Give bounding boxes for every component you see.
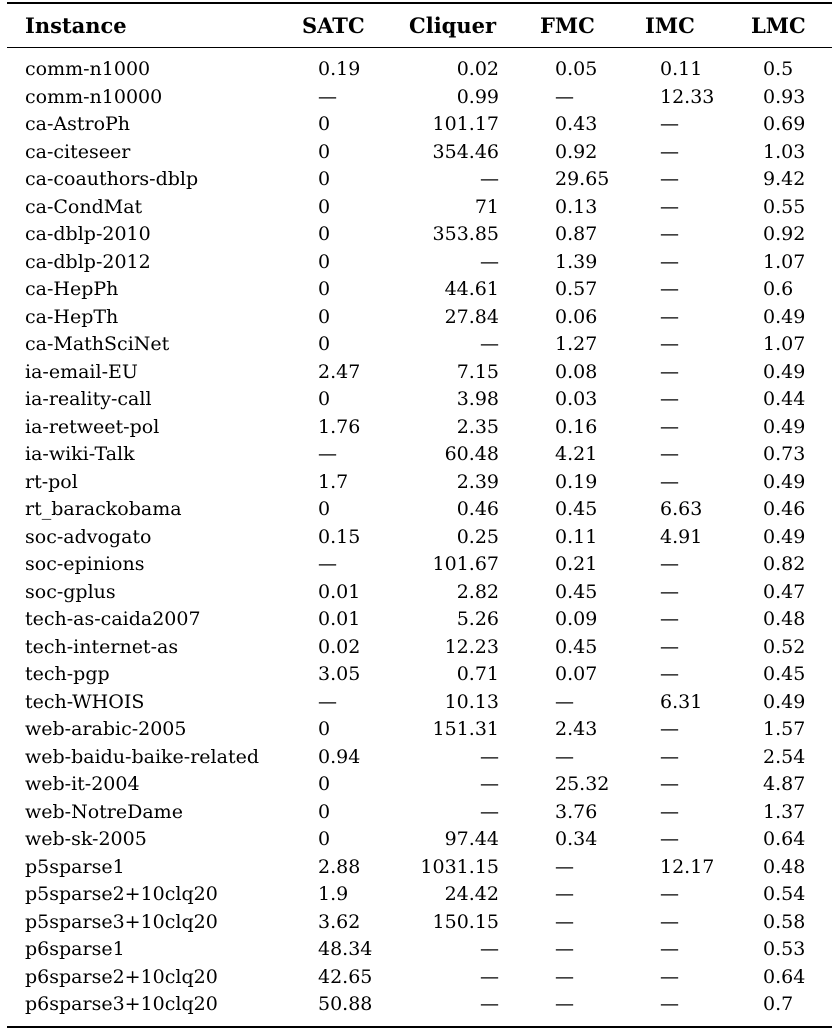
- instance-cell: comm-n10000: [25, 85, 163, 108]
- table-row: [0, 441, 839, 469]
- lmc-cell: 0.53: [763, 938, 806, 960]
- instance-cell: comm-n1000: [25, 58, 151, 80]
- table-row: [0, 304, 839, 332]
- cliquer-cell: 0.71: [456, 663, 499, 685]
- satc-cell: —: [318, 553, 337, 575]
- fmc-cell: 0.11: [555, 525, 598, 548]
- lmc-cell: 0.93: [763, 85, 806, 108]
- lmc-cell: 0.6: [763, 278, 794, 300]
- lmc-cell: 9.42: [763, 168, 806, 190]
- fmc-cell: 0.19: [555, 470, 598, 493]
- table-row: [0, 936, 839, 964]
- satc-cell: 0: [318, 223, 331, 245]
- lmc-cell: 0.49: [763, 360, 806, 383]
- instance-cell: p6sparse2+10clq20: [25, 965, 218, 988]
- instance-cell: ca-coauthors-dblp: [25, 168, 199, 190]
- imc-cell: —: [660, 113, 679, 135]
- cliquer-cell: 1031.15: [420, 855, 499, 878]
- fmc-cell: 0.45: [555, 498, 598, 520]
- instance-cell: ia-wiki-Talk: [25, 443, 135, 465]
- satc-cell: 50.88: [318, 993, 373, 1015]
- imc-cell: —: [660, 305, 679, 328]
- cliquer-cell: 354.46: [432, 140, 499, 163]
- table-row: [0, 276, 839, 304]
- table-row: [0, 84, 839, 112]
- instance-cell: p6sparse3+10clq20: [25, 993, 218, 1015]
- table-row: [0, 359, 839, 387]
- lmc-cell: 2.54: [763, 745, 806, 768]
- table-row: [0, 194, 839, 222]
- cliquer-cell: 71: [474, 195, 499, 218]
- satc-cell: 0: [318, 828, 331, 850]
- table-row: [0, 331, 839, 359]
- cliquer-cell: —: [480, 965, 499, 988]
- satc-cell: 0.01: [318, 608, 361, 630]
- instance-cell: tech-WHOIS: [25, 690, 145, 713]
- fmc-cell: 0.92: [555, 140, 598, 163]
- cliquer-cell: 150.15: [432, 910, 499, 933]
- table-row: [0, 799, 839, 827]
- satc-cell: 0: [318, 195, 331, 218]
- cliquer-cell: 60.48: [444, 443, 499, 465]
- imc-cell: —: [660, 938, 679, 960]
- lmc-cell: 0.69: [763, 113, 806, 135]
- imc-cell: —: [660, 278, 679, 300]
- fmc-cell: 0.08: [555, 360, 598, 383]
- instance-cell: ca-HepTh: [25, 305, 119, 328]
- fmc-cell: 2.43: [555, 718, 598, 740]
- bottom-rule: [7, 1026, 832, 1028]
- imc-cell: —: [660, 140, 679, 163]
- instance-cell: p5sparse2+10clq20: [25, 883, 218, 905]
- table-row: [0, 496, 839, 524]
- fmc-cell: 0.16: [555, 415, 598, 438]
- table-row: [0, 111, 839, 139]
- imc-cell: —: [660, 195, 679, 218]
- cliquer-cell: 101.17: [432, 113, 499, 135]
- fmc-cell: 0.06: [555, 305, 598, 328]
- satc-cell: 0.02: [318, 635, 361, 658]
- lmc-cell: 1.07: [763, 333, 806, 355]
- imc-cell: —: [660, 608, 679, 630]
- lmc-cell: 1.37: [763, 800, 806, 823]
- table-row: [0, 139, 839, 167]
- lmc-cell: 1.03: [763, 140, 806, 163]
- table-row: [0, 606, 839, 634]
- cliquer-cell: —: [480, 333, 499, 355]
- table-row: [0, 909, 839, 937]
- satc-cell: —: [318, 85, 337, 108]
- imc-cell: —: [660, 360, 679, 383]
- lmc-cell: 1.07: [763, 250, 806, 273]
- instance-cell: rt-pol: [25, 470, 78, 493]
- fmc-cell: 1.39: [555, 250, 598, 273]
- lmc-cell: 0.7: [763, 993, 794, 1015]
- fmc-cell: 0.09: [555, 608, 598, 630]
- fmc-cell: 29.65: [555, 168, 610, 190]
- instance-cell: ca-citeseer: [25, 140, 131, 163]
- lmc-cell: 0.47: [763, 580, 806, 603]
- table-row: [0, 386, 839, 414]
- fmc-cell: 0.13: [555, 195, 598, 218]
- table-row: [0, 716, 839, 744]
- table-row: [0, 56, 839, 84]
- satc-cell: 42.65: [318, 965, 373, 988]
- cliquer-cell: —: [480, 938, 499, 960]
- instance-cell: ia-email-EU: [25, 360, 138, 383]
- table-row: [0, 964, 839, 992]
- table-row: [0, 744, 839, 772]
- fmc-cell: —: [555, 910, 574, 933]
- cliquer-cell: 12.23: [444, 635, 499, 658]
- header-instance: Instance: [25, 13, 127, 38]
- imc-cell: —: [660, 883, 679, 905]
- cliquer-cell: —: [480, 800, 499, 823]
- satc-cell: 3.05: [318, 663, 361, 685]
- instance-cell: soc-epinions: [25, 553, 145, 575]
- lmc-cell: 0.49: [763, 305, 806, 328]
- fmc-cell: 25.32: [555, 773, 610, 795]
- satc-cell: 0.94: [318, 745, 361, 768]
- header-fmc: FMC: [540, 13, 595, 38]
- imc-cell: —: [660, 910, 679, 933]
- cliquer-cell: 2.82: [456, 580, 499, 603]
- fmc-cell: —: [555, 965, 574, 988]
- imc-cell: —: [660, 415, 679, 438]
- cliquer-cell: 7.15: [456, 360, 499, 383]
- table-row: [0, 469, 839, 497]
- instance-cell: web-baidu-baike-related: [25, 745, 259, 768]
- lmc-cell: 1.57: [763, 718, 806, 740]
- cliquer-cell: 97.44: [444, 828, 499, 850]
- cliquer-cell: —: [480, 993, 499, 1015]
- lmc-cell: 0.92: [763, 223, 806, 245]
- lmc-cell: 0.48: [763, 855, 806, 878]
- cliquer-cell: —: [480, 745, 499, 768]
- satc-cell: 0: [318, 388, 331, 410]
- lmc-cell: 0.46: [763, 498, 806, 520]
- lmc-cell: 0.52: [763, 635, 806, 658]
- satc-cell: 0: [318, 168, 331, 190]
- instance-cell: p5sparse3+10clq20: [25, 910, 218, 933]
- table-row: [0, 551, 839, 579]
- instance-cell: ca-CondMat: [25, 195, 143, 218]
- table-row: [0, 414, 839, 442]
- instance-cell: ia-reality-call: [25, 388, 152, 410]
- lmc-cell: 0.64: [763, 965, 806, 988]
- satc-cell: —: [318, 690, 337, 713]
- satc-cell: 0: [318, 333, 331, 355]
- fmc-cell: —: [555, 745, 574, 768]
- cliquer-cell: 27.84: [444, 305, 499, 328]
- imc-cell: —: [660, 745, 679, 768]
- table-row: [0, 579, 839, 607]
- fmc-cell: 0.21: [555, 553, 598, 575]
- satc-cell: 3.62: [318, 910, 361, 933]
- fmc-cell: 0.07: [555, 663, 598, 685]
- satc-cell: 0: [318, 498, 331, 520]
- table-row: [0, 524, 839, 552]
- satc-cell: 1.7: [318, 470, 349, 493]
- satc-cell: 1.76: [318, 415, 361, 438]
- table-row: [0, 991, 839, 1019]
- fmc-cell: 0.34: [555, 828, 598, 850]
- satc-cell: 0: [318, 718, 331, 740]
- cliquer-cell: 0.46: [456, 498, 499, 520]
- lmc-cell: 0.44: [763, 388, 806, 410]
- imc-cell: —: [660, 553, 679, 575]
- lmc-cell: 0.49: [763, 415, 806, 438]
- instance-cell: rt_barackobama: [25, 498, 182, 520]
- fmc-cell: —: [555, 85, 574, 108]
- fmc-cell: —: [555, 938, 574, 960]
- fmc-cell: 0.45: [555, 580, 598, 603]
- lmc-cell: 0.55: [763, 195, 806, 218]
- table-row: [0, 166, 839, 194]
- instance-cell: p5sparse1: [25, 855, 125, 878]
- satc-cell: 0.19: [318, 58, 361, 80]
- fmc-cell: 0.57: [555, 278, 598, 300]
- imc-cell: —: [660, 993, 679, 1015]
- fmc-cell: 0.87: [555, 223, 598, 245]
- fmc-cell: 4.21: [555, 443, 598, 465]
- imc-cell: —: [660, 580, 679, 603]
- lmc-cell: 0.5: [763, 58, 794, 80]
- cliquer-cell: 3.98: [456, 388, 499, 410]
- cliquer-cell: 151.31: [432, 718, 499, 740]
- imc-cell: 6.31: [660, 690, 703, 713]
- imc-cell: —: [660, 223, 679, 245]
- instance-cell: ca-dblp-2010: [25, 223, 151, 245]
- imc-cell: —: [660, 635, 679, 658]
- table-row: [0, 771, 839, 799]
- lmc-cell: 0.48: [763, 608, 806, 630]
- table-row: [0, 634, 839, 662]
- cliquer-cell: 44.61: [444, 278, 499, 300]
- satc-cell: 1.9: [318, 883, 349, 905]
- satc-cell: 2.88: [318, 855, 361, 878]
- imc-cell: —: [660, 800, 679, 823]
- cliquer-cell: 2.35: [456, 415, 499, 438]
- satc-cell: —: [318, 443, 337, 465]
- fmc-cell: 0.43: [555, 113, 598, 135]
- instance-cell: web-sk-2005: [25, 828, 147, 850]
- lmc-cell: 0.54: [763, 883, 806, 905]
- header-rule: [7, 47, 832, 48]
- fmc-cell: 0.05: [555, 58, 598, 80]
- lmc-cell: 0.64: [763, 828, 806, 850]
- imc-cell: —: [660, 443, 679, 465]
- instance-cell: ia-retweet-pol: [25, 415, 160, 438]
- satc-cell: 0: [318, 140, 331, 163]
- imc-cell: —: [660, 663, 679, 685]
- satc-cell: 0.15: [318, 525, 361, 548]
- fmc-cell: 0.45: [555, 635, 598, 658]
- lmc-cell: 0.73: [763, 443, 806, 465]
- lmc-cell: 4.87: [763, 773, 806, 795]
- imc-cell: —: [660, 333, 679, 355]
- header-cliquer: Cliquer: [409, 13, 497, 38]
- satc-cell: 0: [318, 250, 331, 273]
- satc-cell: 2.47: [318, 360, 361, 383]
- imc-cell: —: [660, 718, 679, 740]
- imc-cell: —: [660, 470, 679, 493]
- table-row: [0, 854, 839, 882]
- satc-cell: 0: [318, 305, 331, 328]
- table-row: [0, 881, 839, 909]
- instance-cell: web-NotreDame: [25, 800, 183, 823]
- cliquer-cell: 2.39: [456, 470, 499, 493]
- cliquer-cell: 0.25: [456, 525, 499, 548]
- cliquer-cell: 5.26: [456, 608, 499, 630]
- table-row: [0, 661, 839, 689]
- cliquer-cell: 353.85: [432, 223, 499, 245]
- lmc-cell: 0.49: [763, 525, 806, 548]
- cliquer-cell: 101.67: [432, 553, 499, 575]
- instance-cell: web-it-2004: [25, 773, 140, 795]
- satc-cell: 48.34: [318, 938, 373, 960]
- fmc-cell: —: [555, 855, 574, 878]
- fmc-cell: —: [555, 690, 574, 713]
- imc-cell: 4.91: [660, 525, 703, 548]
- fmc-cell: 0.03: [555, 388, 598, 410]
- fmc-cell: —: [555, 993, 574, 1015]
- instance-cell: ca-MathSciNet: [25, 333, 170, 355]
- cliquer-cell: —: [480, 773, 499, 795]
- table-row: [0, 221, 839, 249]
- table-row: [0, 249, 839, 277]
- imc-cell: 6.63: [660, 498, 703, 520]
- cliquer-cell: 0.99: [456, 85, 499, 108]
- header-imc: IMC: [645, 13, 695, 38]
- instance-cell: web-arabic-2005: [25, 718, 187, 740]
- imc-cell: —: [660, 828, 679, 850]
- cliquer-cell: —: [480, 250, 499, 273]
- satc-cell: 0: [318, 800, 331, 823]
- cliquer-cell: —: [480, 168, 499, 190]
- top-rule: [7, 2, 832, 4]
- satc-cell: 0: [318, 278, 331, 300]
- instance-cell: soc-gplus: [25, 580, 116, 603]
- table-body: [0, 56, 839, 1019]
- header-satc: SATC: [302, 13, 365, 38]
- instance-cell: tech-as-caida2007: [25, 608, 201, 630]
- instance-cell: ca-dblp-2012: [25, 250, 151, 273]
- cliquer-cell: 10.13: [444, 690, 499, 713]
- imc-cell: 12.33: [660, 85, 715, 108]
- lmc-cell: 0.82: [763, 553, 806, 575]
- instance-cell: soc-advogato: [25, 525, 152, 548]
- imc-cell: 0.11: [660, 58, 703, 80]
- header-lmc: LMC: [751, 13, 806, 38]
- lmc-cell: 0.58: [763, 910, 806, 933]
- satc-cell: 0: [318, 113, 331, 135]
- fmc-cell: 3.76: [555, 800, 598, 823]
- instance-cell: p6sparse1: [25, 938, 125, 960]
- fmc-cell: 1.27: [555, 333, 598, 355]
- imc-cell: 12.17: [660, 855, 715, 878]
- instance-cell: ca-HepPh: [25, 278, 119, 300]
- instance-cell: tech-internet-as: [25, 635, 179, 658]
- imc-cell: —: [660, 250, 679, 273]
- cliquer-cell: 0.02: [456, 58, 499, 80]
- instance-cell: tech-pgp: [25, 663, 110, 685]
- lmc-cell: 0.49: [763, 690, 806, 713]
- fmc-cell: —: [555, 883, 574, 905]
- table-row: [0, 826, 839, 854]
- lmc-cell: 0.45: [763, 663, 806, 685]
- imc-cell: —: [660, 773, 679, 795]
- imc-cell: —: [660, 168, 679, 190]
- cliquer-cell: 24.42: [444, 883, 499, 905]
- table-row: [0, 689, 839, 717]
- satc-cell: 0.01: [318, 580, 361, 603]
- imc-cell: —: [660, 965, 679, 988]
- satc-cell: 0: [318, 773, 331, 795]
- lmc-cell: 0.49: [763, 470, 806, 493]
- imc-cell: —: [660, 388, 679, 410]
- instance-cell: ca-AstroPh: [25, 113, 131, 135]
